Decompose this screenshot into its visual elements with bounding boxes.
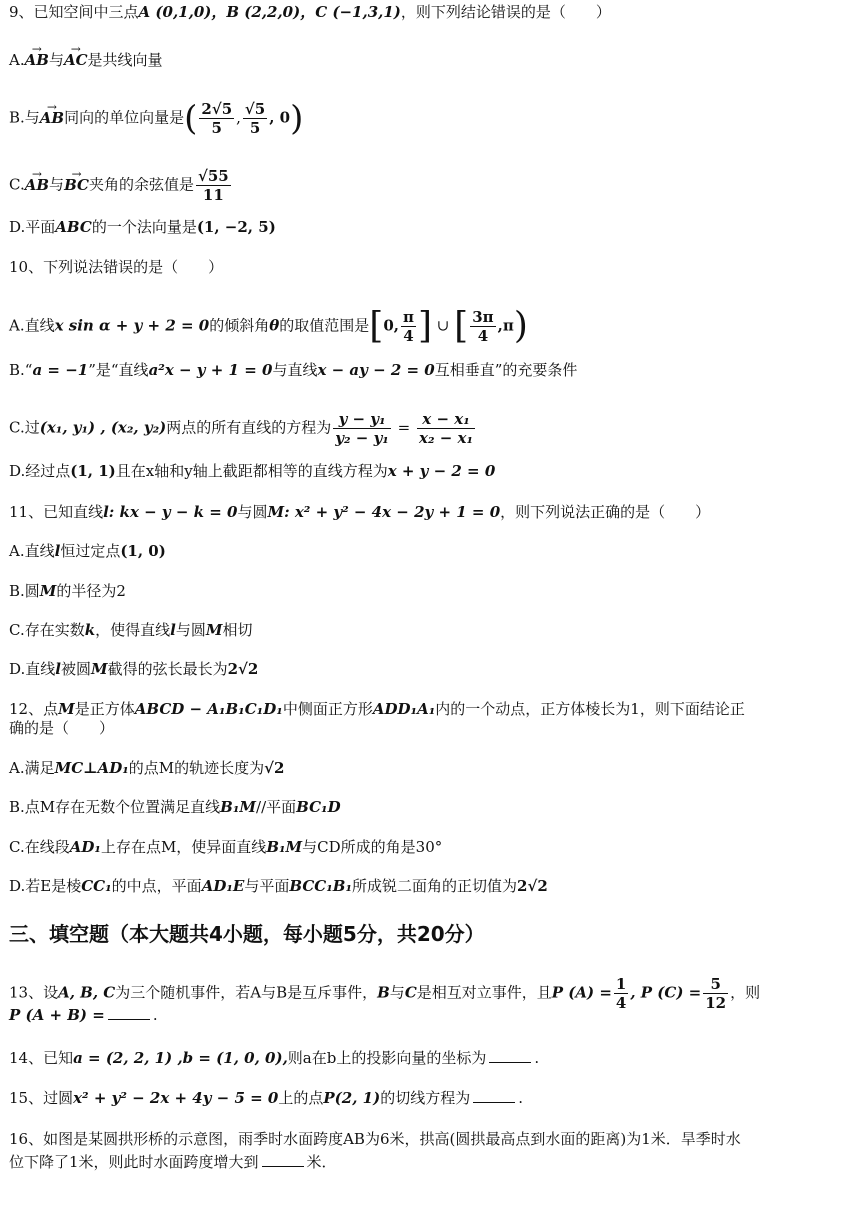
q12-stem-line2: 确的是（ ） (9, 719, 115, 737)
q16-line2: 位下降了1米，则此时水面跨度增大到 米． (9, 1153, 337, 1171)
q10-option-d: D.经过点(1, 1)且在x轴和y轴上截距都相等的直线方程为x + y − 2 = 0 (9, 462, 496, 480)
section-heading: 三、填空题（本大题共4小题，每小题5分，共20分） (9, 922, 485, 946)
q12-option-b: B.点M存在无数个位置满足直线B₁M//平面BC₁D (9, 798, 341, 816)
answer-blank (108, 1007, 150, 1020)
q15: 15、过圆x² + y² − 2x + 4y − 5 = 0上的点P(2, 1)的切线方程为 . (9, 1089, 523, 1107)
q12-option-d: D.若E是棱CC₁的中点，平面AD₁E与平面BCC₁B₁所成锐二面角的正切值为2√2 (9, 877, 548, 895)
q9-option-b: B.与→ AB同向的单位向量是( $\frac{2√5}{5}$ , $\frac{√5}{5}$ , 0) (9, 100, 303, 137)
q10-option-a: A.直线x sin α + y + 2 = 0的倾斜角θ的取值范围是[0, $\frac{\pi}{4}$ ] ∪ [ $\frac{3\pi}{4}$ ,π) (9, 305, 528, 347)
q12-option-a: A.满足MC⊥AD₁的点M的轨迹长度为√2 (9, 759, 285, 777)
q13-line2: P (A + B) = . (9, 1006, 158, 1024)
answer-blank (489, 1050, 531, 1063)
q11-option-a: A.直线l恒过定点(1, 0) (9, 542, 166, 560)
answer-blank (262, 1154, 304, 1167)
q11-option-d: D.直线l被圆M截得的弦长最长为2√2 (9, 660, 259, 678)
q10-stem: 10、下列说法错误的是（ ） (9, 258, 224, 276)
q16-line1: 16、如图是某圆拱形桥的示意图，雨季时水面跨度AB为6米，拱高(圆拱最高点到水面的距离)为1米．旱季时水 (9, 1130, 741, 1148)
q12-stem-line1: 12、点M是正方体ABCD − A₁B₁C₁D₁中侧面正方形ADD₁A₁内的一个动点，正方体棱长为1，则下面结论正 (9, 700, 745, 718)
q10-option-c: C.过(x₁, y₁) , (x₂, y₂)两点的所有直线的方程为 $\frac{\text{y − y₁}}{\text{y₂ − y₁}}$ = $\frac{\text{x − x₁}}{\text{x₂ − x₁}}$ (9, 410, 474, 447)
q11-option-b: B.圆M的半径为2 (9, 582, 126, 600)
q13-stem: 13、设A, B, C为三个随机事件，若A与B是互斥事件，B与C是相互对立事件，且P (A) = $\frac{1}{4}$ , P (C) = $\frac{5}{12}$ ，则 (9, 975, 761, 1012)
q11-stem: 11、已知直线l: kx − y − k = 0与圆M: x² + y² − 4x − 2y + 1 = 0，则下列说法正确的是（ ） (9, 503, 711, 521)
q9-option-d: D.平面ABC的一个法向量是(1, −2, 5) (9, 218, 276, 236)
q9-stem: 9、已知空间中三点A (0,1,0)，B (2,2,0)，C (−1,3,1)，则下列结论错误的是（ ） (9, 3, 611, 21)
q9-option-a: A.→ AB与→ AC是共线向量 (9, 50, 163, 70)
q11-option-c: C.存在实数k，使得直线l与圆M相切 (9, 621, 253, 639)
q12-option-c: C.在线段AD₁上存在点M，使异面直线B₁M与CD所成的角是30° (9, 838, 443, 856)
q14: 14、已知a = (2, 2, 1) ,b = (1, 0, 0),则a在b上的投影向量的坐标为 . (9, 1049, 540, 1067)
q9-option-c: C.→ AB与→ BC夹角的余弦值是 $\frac{√55}{11}$ (9, 167, 233, 204)
q10-option-b: B.“a = −1”是“直线a²x − y + 1 = 0与直线x − ay − 2 = 0互相垂直”的充要条件 (9, 361, 578, 379)
answer-blank (473, 1090, 515, 1103)
